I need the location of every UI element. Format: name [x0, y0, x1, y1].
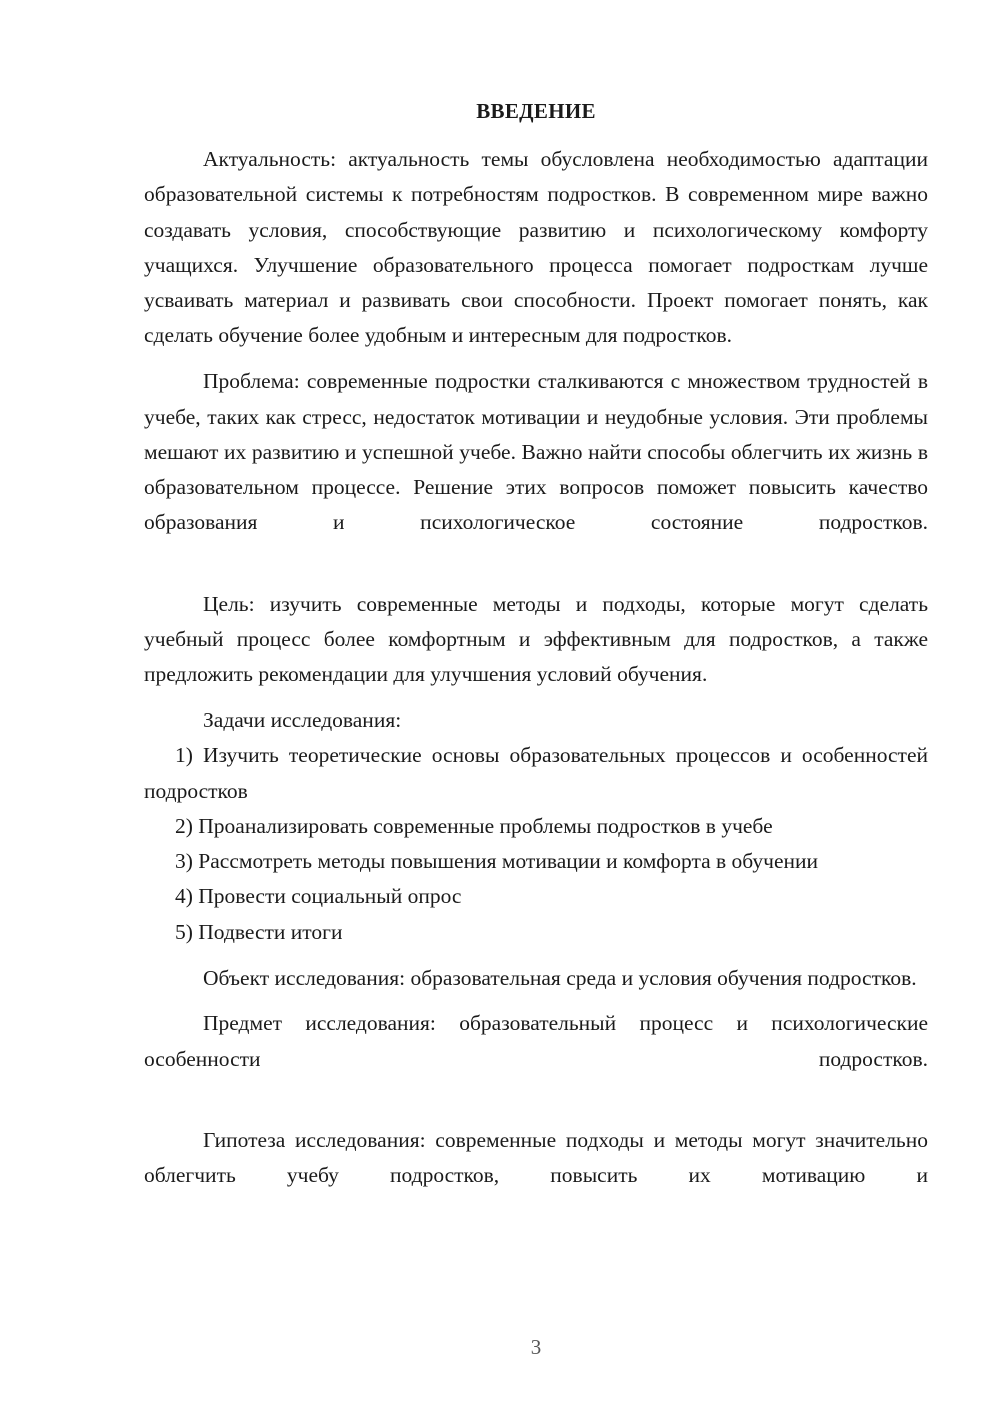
paragraph-subject: Предмет исследования: образовательный процесс и психологические особенности подростков.	[144, 1011, 928, 1071]
paragraph-goal: Цель: изучить современные методы и подходы, которые могут сделать учебный процесс более комфортным и эффективным для подростков, а также предложить рекомендации для улучшения условий обучения.	[144, 591, 928, 687]
task-item-4: 4) Провести социальный опрос	[175, 884, 462, 909]
tasks-heading: Задачи исследования:	[203, 707, 402, 732]
paragraph-problem: Проблема: современные подростки сталкиваются с множеством трудностей в учебе, таких как стресс, недостаток мотивации и неудобные условия. Эти проблемы мешают их развитию и успешной учебе. Важно найти способы облегчить их жизнь в образовательном процессе. Решение этих вопросов поможет повысить качество образования и психологическое состояние подростков.	[144, 369, 928, 535]
page-number: 3	[530, 1335, 542, 1359]
paragraph-relevance: Актуальность: актуальность темы обусловлена необходимостью адаптации образовательной системы к потребностям подростков. В современном мире важно создавать условия, способствующие развитию и психологическому комфорту учащихся. Улучшение образовательного процесса помогает подросткам лучше усваивать материал и развивать свои способности. Проект помогает понять, как сделать обучение более удобным и интересным для подростков.	[144, 147, 928, 348]
paragraph-hypothesis: Гипотеза исследования: современные подходы и методы могут значительно облегчить учебу подростков, повысить их мотивацию и	[144, 1127, 928, 1188]
task-item-5: 5) Подвести итоги	[175, 919, 343, 944]
document-body	[144, 142, 928, 1229]
task-item-2: 2) Проанализировать современные проблемы подростков в учебе	[175, 813, 773, 838]
paragraph-object: Объект исследования: образовательная среда и условия обучения подростков.	[203, 965, 917, 990]
section-title: ВВЕДЕНИЕ	[476, 99, 596, 123]
task-item-3: 3) Рассмотреть методы повышения мотивации и комфорта в обучении	[175, 849, 819, 874]
task-item-1: 1) Изучить теоретические основы образовательных процессов и особенностей подростков	[144, 743, 928, 803]
